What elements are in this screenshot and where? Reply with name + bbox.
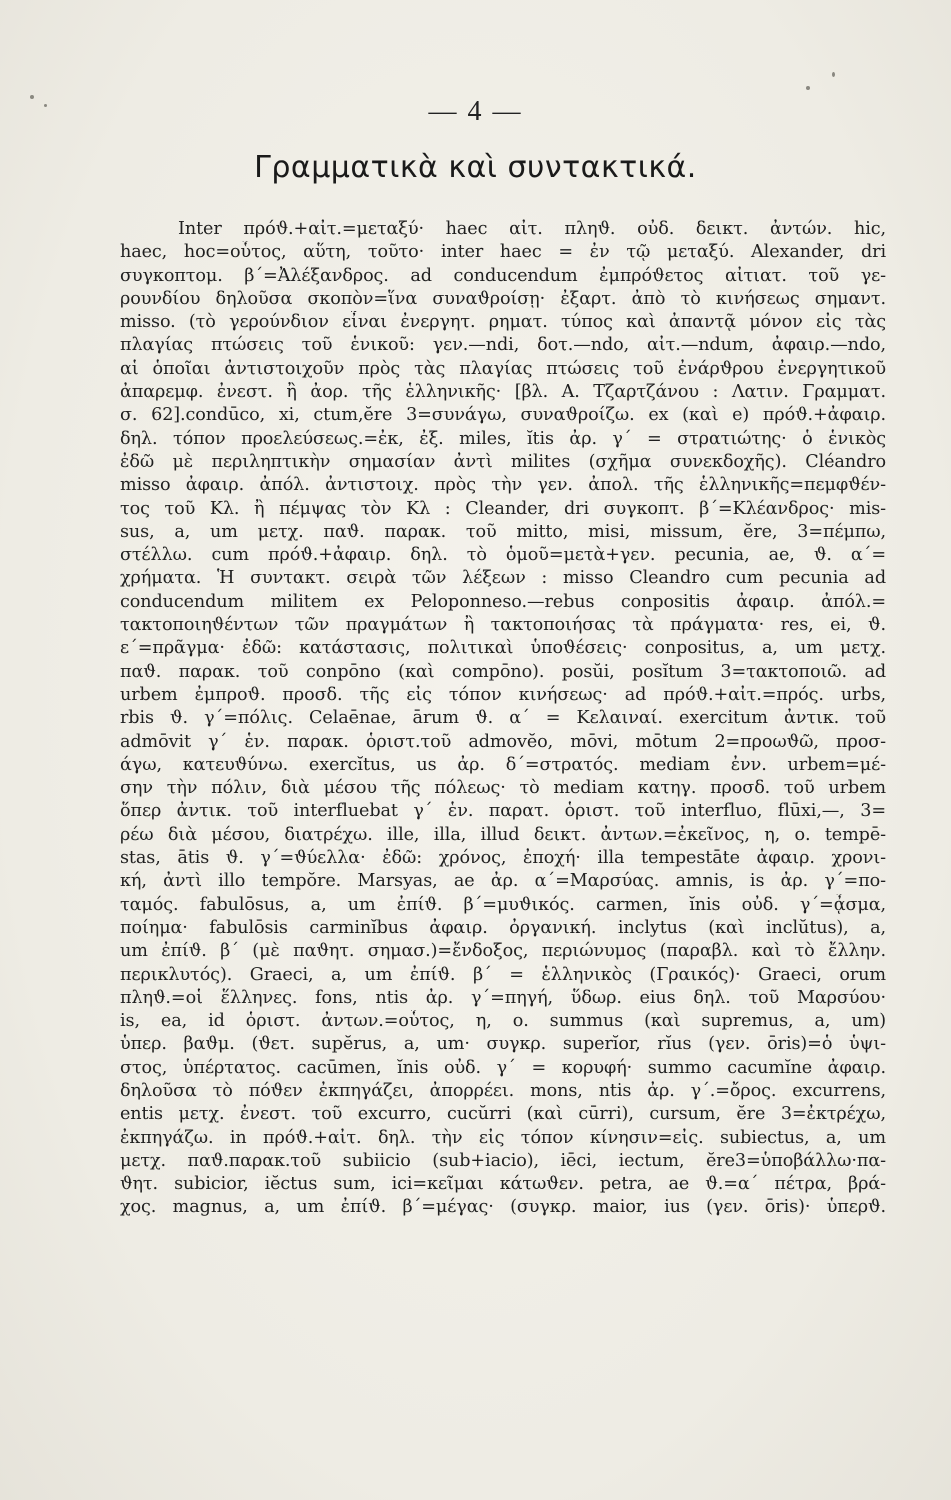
text-line: sus, a, um μετχ. παϑ. παρακ. τοῦ mitto, misi, missum, ĕre, 3=πέμπω, bbox=[120, 521, 886, 542]
text-line: haec, hoc=οὗτος, αὕτη, τοῦτο· inter haec = ἐν τῷ μεταξύ. Alexander, dri bbox=[120, 242, 886, 263]
text-line: misso ἀφαιρ. ἀπόλ. ἀντιστοιχ. πρὸς τὴν γεν. ἀπολ. τῆς ἑλληνικῆς=πεμφϑέν- bbox=[120, 475, 886, 496]
text-line: άγω, κατευϑύνω. exercĭtus, us ἀρ. δ΄=στρατός. mediam ἐνν. urbem=μέ- bbox=[120, 754, 886, 775]
text-line: τακτοποιηϑέντων τῶν πραγμάτων ἢ τακτοποιήσας τὰ πράγματα· res, ei, ϑ. bbox=[120, 615, 886, 636]
text-line bbox=[120, 1220, 886, 1243]
text-line: ταμός. fabulōsus, a, um ἐπίϑ. β΄=μυϑικός. carmen, ĭnis οὐδ. γ΄=ᾆσμα, bbox=[120, 894, 886, 915]
text-line: ἀπαρεμφ. ἐνεστ. ἢ ἀορ. τῆς ἑλληνικῆς· [βλ. Α. Τζαρτζάνου : Λατιν. Γραμματ. bbox=[120, 382, 886, 403]
text-line: δηλ. τόπον προελεύσεως.=ἐκ, ἐξ. miles, ĭtis ἀρ. γ΄ = στρατιώτης· ὁ ἑνικὸς bbox=[120, 428, 886, 449]
text-line: is, ea, id ὁριστ. ἀντων.=οὗτος, η, ο. summus (καὶ supremus, a, um) bbox=[120, 1011, 886, 1032]
text-line: rbis ϑ. γ΄=πόλις. Celaēnae, ārum ϑ. α΄ = Κελαιναί. exercitum ἀντικ. τοῦ bbox=[120, 708, 886, 729]
text-line: ϑητ. subicior, iĕctus sum, ici=κεῖμαι κάτωϑεν. petra, ae ϑ.=α΄ πέτρα, βρά- bbox=[120, 1174, 886, 1195]
text-line: urbem ἐμπροϑ. προσδ. τῆς εἰς τόπον κινήσεως· ad πρόϑ.+αἰτ.=πρός. urbs, bbox=[120, 684, 886, 705]
body-text bbox=[120, 218, 886, 1243]
text-line: τος τοῦ Κλ. ἢ πέμψας τὸν Κλ : Cleander, dri συγκοπτ. β΄=Κλέανδρος· mis- bbox=[120, 498, 886, 519]
text-line: admōvit γ΄ ἑν. παρακ. ὁριστ.τοῦ admovĕo, mōvi, mōtum 2=προωϑῶ, προσ- bbox=[120, 731, 886, 752]
text-line: ποίημα· fabulōsis carminĭbus ἀφαιρ. ὀργανική. inclytus (καὶ inclŭtus), a, bbox=[120, 917, 886, 938]
page-number: — 4 — bbox=[428, 96, 523, 127]
paper-speck bbox=[806, 86, 810, 90]
text-line: δηλοῦσα τὸ πόϑεν ἐκπηγάζει, ἀπορρέει. mons, ntis ἀρ. γ΄.=ὄρος. excurrens, bbox=[120, 1080, 886, 1101]
text-line: ε΄=πρᾶγμα· ἐδῶ: κατάστασις, πολιτικαὶ ὑποϑέσεις· conpositus, a, um μετχ. bbox=[120, 638, 886, 659]
text-line: conducendum militem ex Peloponneso.—rebus conpositis ἀφαιρ. ἀπόλ.= bbox=[120, 591, 886, 612]
text-line: ρέω διὰ μέσου, διατρέχω. ille, illa, illud δεικτ. ἀντων.=ἐκεῖνος, η, ο. tempē- bbox=[120, 824, 886, 845]
text-line: αἱ ὁποῖαι ἀντιστοιχοῦν πρὸς τὰς πλαγίας πτώσεις τοῦ ἐνάρϑρου ἐνεργητικοῦ bbox=[120, 358, 886, 379]
text-line: stas, ātis ϑ. γ΄=ϑύελλα· ἐδῶ: χρόνος, ἐποχή· illa tempestāte ἀφαιρ. χρονι- bbox=[120, 848, 886, 869]
paper-speck bbox=[832, 72, 835, 77]
text-line: ἐδῶ μὲ περιληπτικὴν σημασίαν ἀντὶ milites (σχῆμα συνεκδοχῆς). Cléandro bbox=[120, 451, 886, 472]
text-line: περικλυτός). Graeci, a, um ἐπίϑ. β΄ = ἑλληνικὸς (Γραικός)· Graeci, orum bbox=[120, 964, 886, 985]
page-title: Γραμματικὰ καὶ συντακτικά. bbox=[254, 150, 697, 185]
text-line: ὅπερ ἀντικ. τοῦ interfluebat γ΄ ἑν. παρατ. ὁριστ. τοῦ interfluo, flūxi,—, 3= bbox=[120, 801, 886, 822]
text-line: παϑ. παρακ. τοῦ conpōno (καὶ compōno). posŭi, posĭtum 3=τακτοποιῶ. ad bbox=[120, 661, 886, 682]
text-line: σ. 62].condūco, xi, ctum,ĕre 3=συνάγω, συναϑροίζω. ex (καὶ e) πρόϑ.+ἀφαιρ. bbox=[120, 405, 886, 426]
text-line: χρήματα. Ἡ συντακτ. σειρὰ τῶν λέξεων : misso Cleandro cum pecunia ad bbox=[120, 568, 886, 589]
text-line: μετχ. παϑ.παρακ.τοῦ subiicio (sub+iacio), iēci, iectum, ĕre3=ὑποβάλλω·πα- bbox=[120, 1150, 886, 1171]
text-line: κή, ἀντὶ illo tempŏre. Marsyas, ae ἀρ. α΄=Μαρσύας. amnis, is ἀρ. γ΄=πο- bbox=[120, 871, 886, 892]
text-line: Inter πρόϑ.+αἰτ.=μεταξύ· haec αἰτ. πληϑ. οὐδ. δεικτ. ἀντών. hic, bbox=[178, 219, 886, 239]
text-line: ἐκπηγάζω. in πρόϑ.+αἰτ. δηλ. τὴν εἰς τόπον κίνησιν=εἰς. subiectus, a, um bbox=[120, 1127, 886, 1148]
text-line: συγκοπτομ. β΄=Ἀλέξανδρος. ad conducendum ἐμπρόϑετος αἰτιατ. τοῦ γε- bbox=[120, 265, 886, 286]
text-line: um ἐπίϑ. β΄ (μὲ παϑητ. σημασ.)=ἔνδοξος, περιώνυμος (παραβλ. καὶ τὸ ἔλλην. bbox=[120, 941, 886, 962]
text-line: στέλλω. cum πρόϑ.+ἀφαιρ. δηλ. τὸ ὁμοῦ=μετὰ+γεν. pecunia, ae, ϑ. α΄= bbox=[120, 545, 886, 566]
text-line: χος. magnus, a, um ἐπίϑ. β΄=μέγας· (συγκρ. maior, ius (γεν. ōris)· ὑπερϑ. bbox=[120, 1197, 886, 1218]
text-line: στος, ὑπέρτατος. cacūmen, ĭnis οὐδ. γ΄ = κορυφή· summo cacumĭne ἀφαιρ. bbox=[120, 1057, 886, 1078]
text-line: ὑπερ. βαϑμ. (ϑετ. supĕrus, a, um· συγκρ. superĭor, rĭus (γεν. ōris)=ὁ ὑψι- bbox=[120, 1034, 886, 1055]
text-line: σην τὴν πόλιν, διὰ μέσου τῆς πόλεως· τὸ mediam κατηγ. προσδ. τοῦ urbem bbox=[120, 778, 886, 799]
text-line: entis μετχ. ἐνεστ. τοῦ excurro, cucŭrri (καὶ cūrri), cursum, ĕre 3=ἐκτρέχω, bbox=[120, 1104, 886, 1125]
text-line: πλαγίας πτώσεις τοῦ ἑνικοῦ: γεν.—ndi, δοτ.—ndo, αἰτ.—ndum, ἀφαιρ.—ndo, bbox=[120, 335, 886, 356]
text-line: πληϑ.=οἱ ἕλληνες. fons, ntis ἀρ. γ΄=πηγή, ὕδωρ. eius δηλ. τοῦ Μαρσύου· bbox=[120, 987, 886, 1008]
text-line: misso. (τὸ γερούνδιον εἶναι ἐνεργητ. ρηματ. τύπος καὶ ἀπαντᾷ μόνον εἰς τὰς bbox=[120, 312, 886, 333]
text-line: ρουνδίου δηλοῦσα σκοπὸν=ἵνα συναϑροίσῃ· ἐξαρτ. ἀπὸ τὸ κινήσεως σημαντ. bbox=[120, 288, 886, 309]
